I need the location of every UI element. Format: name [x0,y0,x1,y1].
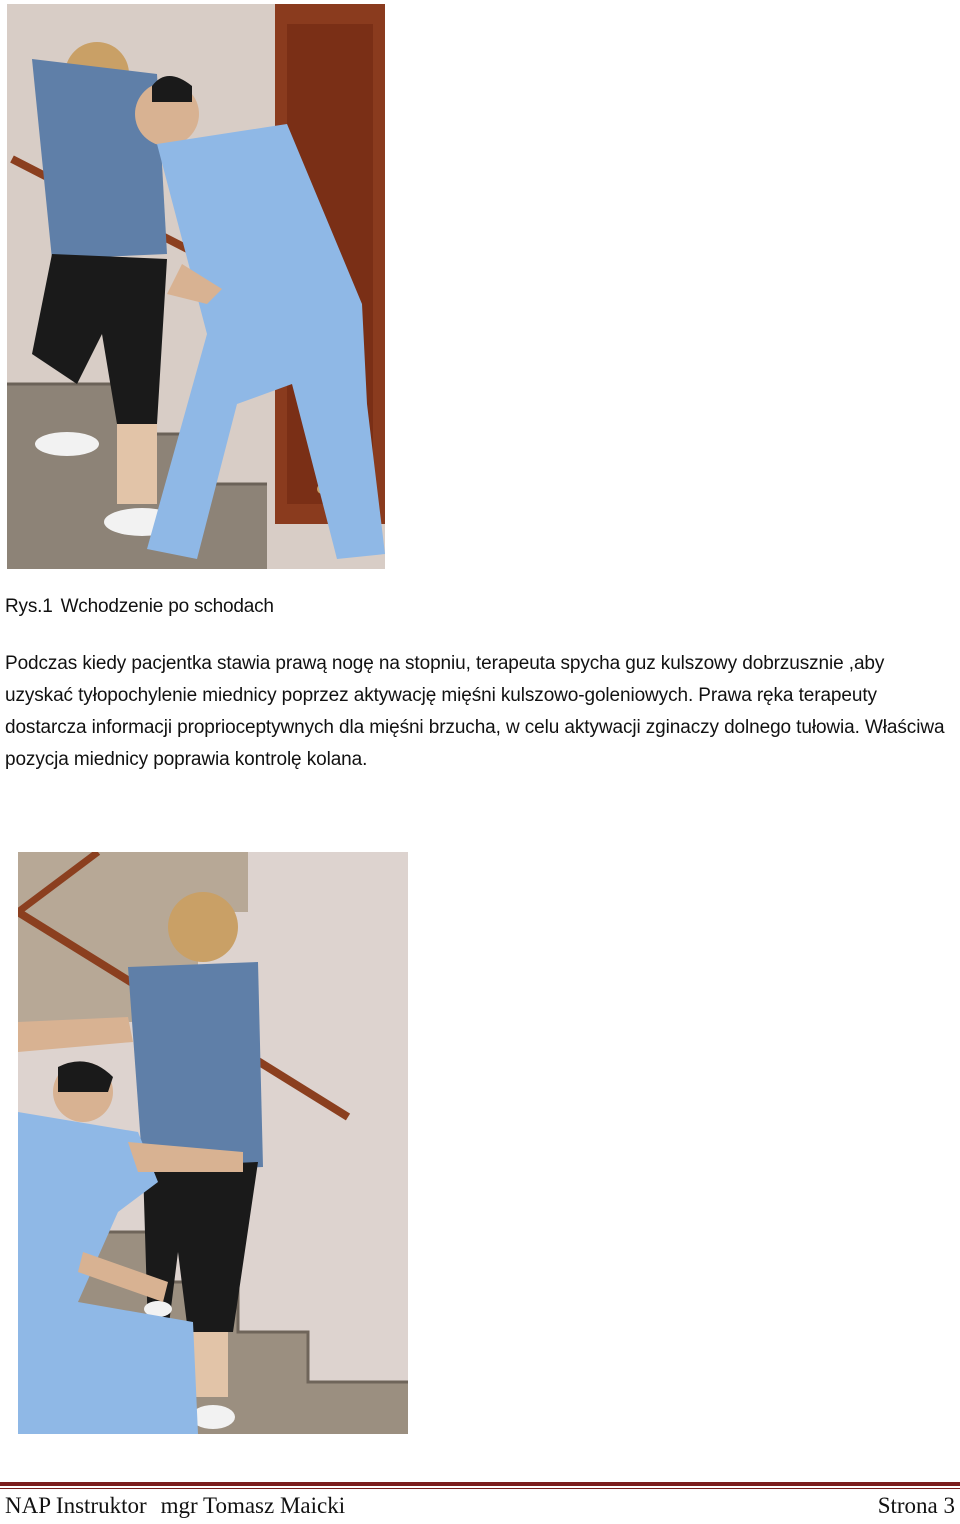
footer-rule [0,1482,960,1486]
footer-org: NAP Instruktor [5,1493,147,1518]
footer-page-number: Strona 3 [877,1493,955,1518]
footer-author: mgr Tomasz Maicki [160,1493,346,1518]
footer-left [5,1493,345,1519]
figure-caption [5,596,274,618]
footer-rule-thin [0,1488,960,1489]
caption-text: Wchodzenie po schodach [60,596,274,617]
photo-stair-climbing-2 [18,852,408,1434]
description-paragraph: Podczas kiedy pacjentka stawia prawą nogę na stopniu, terapeuta spycha guz kulszowy dobrzusznie ,aby uzyskać tyłopochylenie miednicy poprzez aktywację mięśni kulszowo-goleniowych. Prawa ręka terapeuty dostarcza informacji proprioceptywnych dla mięśni brzucha, w celu aktywacji zginaczy dolnego tułowia. Właściwa pozycja miednicy poprawia kontrolę kolana. [5,653,945,770]
photo-icon [7,4,385,569]
caption-label: Rys.1 [5,596,53,617]
photo-icon [18,852,408,1434]
photo-stair-climbing-1 [7,4,385,569]
